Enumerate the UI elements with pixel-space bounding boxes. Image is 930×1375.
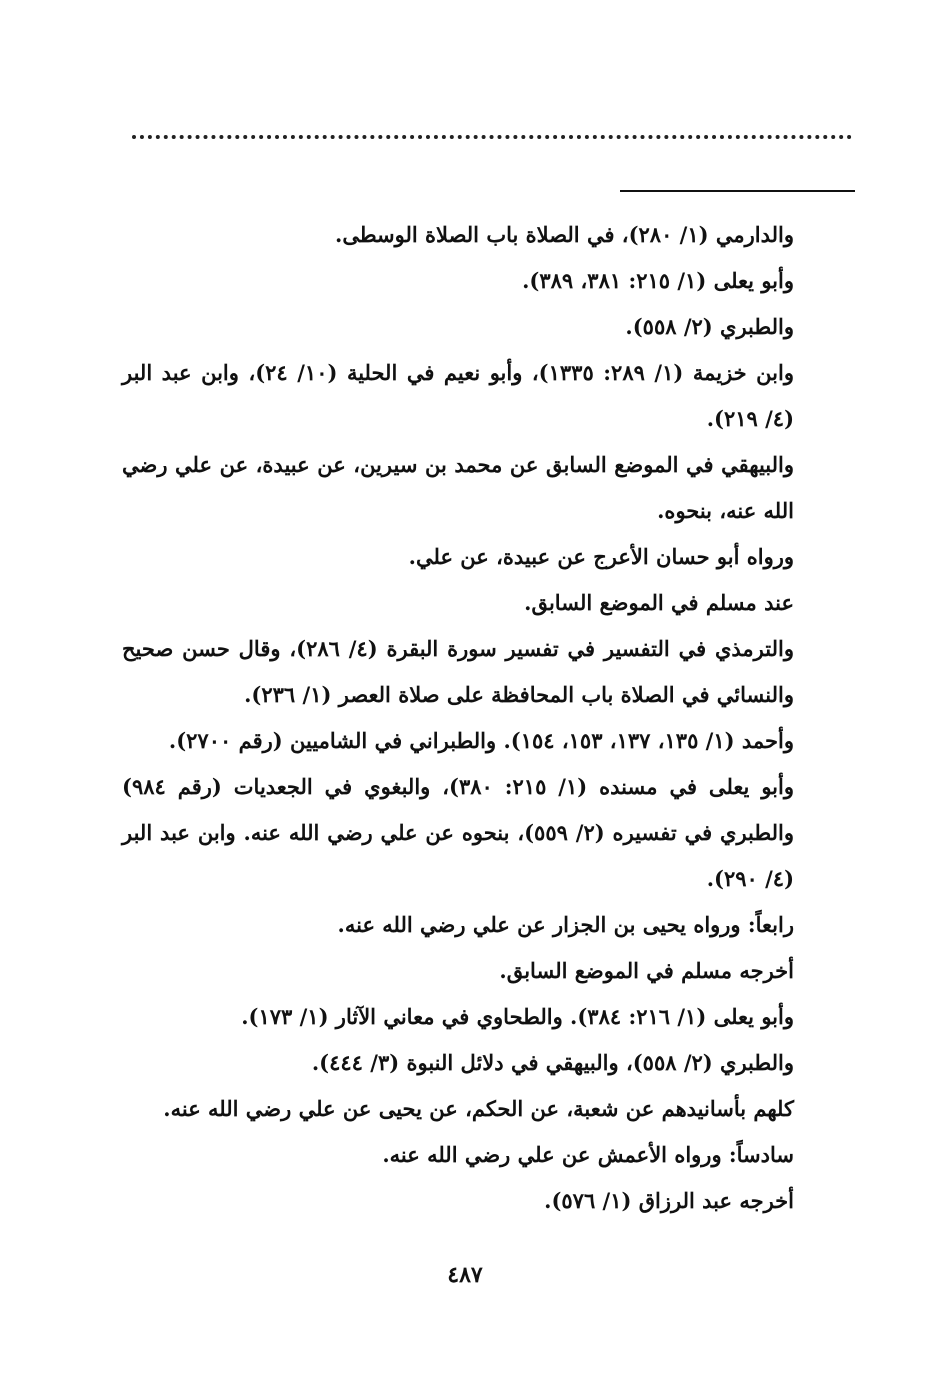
footnote-rule bbox=[620, 190, 855, 192]
footnote-line: أخرجه مسلم في الموضع السابق. bbox=[499, 958, 794, 983]
footnote-line: وأبو يعلى في مسنده (١/ ٢١٥: ٣٨٠)، والبغوي في الجعديات (رقم ٩٨٤) والطبري في تفسيره (٢/ ٥٥٩)، بنحوه عن علي رضي الله عنه. وابن عبد البر (٤/ ٢٩٠). bbox=[122, 774, 794, 891]
footnote-line: وابن خزيمة (١/ ٢٨٩: ١٣٣٥)، وأبو نعيم في الحلية (١٠/ ٢٤)، وابن عبد البر (٤/ ٢١٩). bbox=[122, 360, 794, 431]
footnote-line: والترمذي في التفسير في تفسير سورة البقرة (٤/ ٢٨٦)، وقال حسن صحيح والنسائي في الصلاة باب المحافظة على صلاة العصر (١/ ٢٣٦). bbox=[122, 636, 794, 707]
dotted-separator bbox=[132, 135, 852, 139]
footnotes-body bbox=[122, 212, 852, 1224]
footnote-line: وأبو يعلى (١/ ٢١٥: ٣٨١، ٣٨٩). bbox=[522, 268, 794, 293]
footnote-line: والبيهقي في الموضع السابق عن محمد بن سيرين، عن عبيدة، عن علي رضي الله عنه، بنحوه. bbox=[122, 452, 794, 523]
footnote-line: وأحمد (١/ ١٣٥، ١٣٧، ١٥٣، ١٥٤). والطبراني في الشاميين (رقم ٢٧٠٠). bbox=[168, 728, 794, 753]
footnote-line: أخرجه عبد الرزاق (١/ ٥٧٦). bbox=[544, 1188, 794, 1213]
footnote-line: عند مسلم في الموضع السابق. bbox=[524, 590, 794, 615]
footnote-line: والطبري (٢/ ٥٥٨)، والبيهقي في دلائل النبوة (٣/ ٤٤٤). bbox=[311, 1050, 794, 1075]
footnote-line: والطبري (٢/ ٥٥٨). bbox=[625, 314, 794, 339]
page-number: ٤٨٧ bbox=[447, 1262, 483, 1288]
footnote-line: سادساً: ورواه الأعمش عن علي رضي الله عنه. bbox=[382, 1142, 794, 1167]
footnote-line: كلهم بأسانيدهم عن شعبة، عن الحكم، عن يحيى عن علي رضي الله عنه. bbox=[163, 1096, 794, 1121]
footnote-line: وأبو يعلى (١/ ٢١٦: ٣٨٤). والطحاوي في معاني الآثار (١/ ١٧٣). bbox=[241, 1004, 794, 1029]
footnote-line: رابعاً: ورواه يحيى بن الجزار عن علي رضي الله عنه. bbox=[337, 912, 794, 937]
footnote-line: والدارمي (١/ ٢٨٠)، في الصلاة باب الصلاة الوسطى. bbox=[335, 222, 794, 247]
footnote-line: ورواه أبو حسان الأعرج عن عبيدة، عن علي. bbox=[408, 544, 794, 569]
